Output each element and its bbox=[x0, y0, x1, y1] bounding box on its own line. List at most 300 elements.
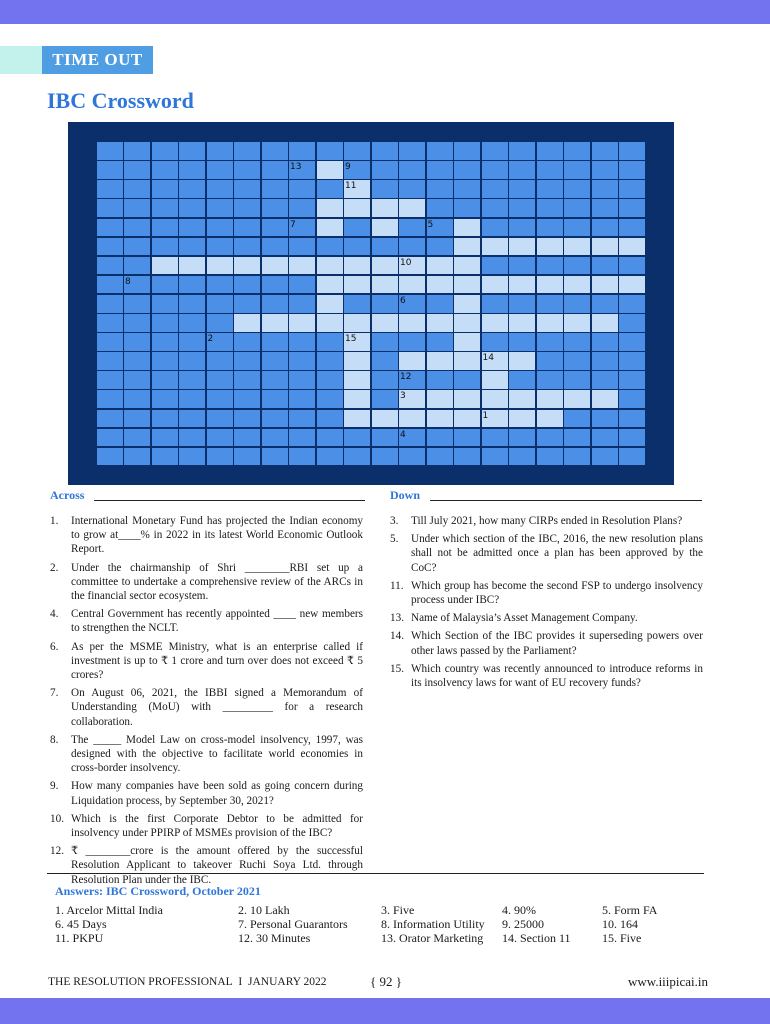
grid-cell bbox=[426, 332, 454, 352]
answer-cell[interactable] bbox=[508, 409, 536, 429]
clue-text: Which group has become the second FSP to undergo insolvency process under IBC? bbox=[411, 579, 703, 607]
across-clue bbox=[50, 514, 363, 557]
grid-cell bbox=[316, 409, 344, 429]
grid-cell bbox=[563, 198, 591, 218]
grid-cell bbox=[481, 218, 509, 238]
answer-cell[interactable] bbox=[371, 256, 399, 276]
answer-cell[interactable] bbox=[426, 275, 454, 295]
grid-cell bbox=[618, 332, 646, 352]
grid-cell bbox=[343, 122, 371, 142]
answer-cell[interactable] bbox=[288, 256, 316, 276]
grid-cell bbox=[68, 160, 96, 180]
grid-cell bbox=[178, 179, 206, 199]
down-clue bbox=[390, 611, 703, 625]
grid-cell bbox=[178, 141, 206, 161]
grid-cell bbox=[68, 141, 96, 161]
grid-cell bbox=[206, 447, 234, 467]
answer-cell[interactable] bbox=[426, 256, 454, 276]
grid-cell bbox=[453, 160, 481, 180]
answers-divider bbox=[47, 873, 704, 874]
page-number: { 92 } bbox=[370, 974, 402, 989]
grid-cell bbox=[646, 141, 674, 161]
grid-cell bbox=[563, 332, 591, 352]
answer-cell[interactable] bbox=[371, 198, 399, 218]
grid-cell bbox=[453, 466, 481, 486]
answer-cell[interactable] bbox=[481, 389, 509, 409]
across-clue bbox=[50, 686, 363, 729]
grid-cell bbox=[646, 370, 674, 390]
down-clue bbox=[390, 629, 703, 657]
grid-cell bbox=[453, 141, 481, 161]
grid-cell bbox=[536, 122, 564, 142]
grid-cell bbox=[123, 428, 151, 448]
grid-cell bbox=[96, 447, 124, 467]
answer-cell[interactable] bbox=[426, 409, 454, 429]
grid-cell bbox=[481, 447, 509, 467]
grid-cell bbox=[646, 351, 674, 371]
grid-cell bbox=[591, 409, 619, 429]
answer-cell[interactable] bbox=[453, 237, 481, 257]
grid-cell bbox=[261, 275, 289, 295]
answer-cell[interactable] bbox=[343, 256, 371, 276]
grid-cell bbox=[508, 294, 536, 314]
grid-cell bbox=[178, 313, 206, 333]
down-clue bbox=[390, 579, 703, 607]
down-clues bbox=[390, 514, 703, 694]
grid-cell bbox=[563, 351, 591, 371]
answer-cell[interactable] bbox=[316, 160, 344, 180]
answer-cell[interactable] bbox=[343, 313, 371, 333]
grid-cell bbox=[481, 160, 509, 180]
answer-cell[interactable] bbox=[426, 313, 454, 333]
answer-cell[interactable] bbox=[618, 237, 646, 257]
clue-text: International Monetary Fund has projected the Indian economy to grow at____% in 2022 in its latest World Economic Outlook Report. bbox=[71, 515, 363, 556]
grid-cell bbox=[233, 141, 261, 161]
answer-item: 2. 10 Lakh bbox=[238, 903, 290, 917]
answer-cell[interactable] bbox=[343, 409, 371, 429]
grid-cell bbox=[591, 179, 619, 199]
answer-cell[interactable] bbox=[591, 237, 619, 257]
clue-number: 15. bbox=[390, 662, 404, 675]
grid-cell bbox=[96, 332, 124, 352]
grid-cell bbox=[261, 409, 289, 429]
answer-cell[interactable] bbox=[536, 275, 564, 295]
answer-cell[interactable] bbox=[206, 256, 234, 276]
answer-cell[interactable] bbox=[398, 313, 426, 333]
grid-cell bbox=[426, 294, 454, 314]
grid-cell bbox=[481, 294, 509, 314]
answer-cell[interactable] bbox=[646, 237, 674, 257]
grid-cell bbox=[398, 447, 426, 467]
grid-cell bbox=[426, 370, 454, 390]
answer-cell[interactable] bbox=[481, 313, 509, 333]
grid-cell bbox=[508, 160, 536, 180]
grid-cell bbox=[233, 218, 261, 238]
answer-cell[interactable] bbox=[563, 237, 591, 257]
clue-text: Till July 2021, how many CIRPs ended in Resolution Plans? bbox=[411, 515, 683, 527]
clue-number-label: 5 bbox=[427, 219, 434, 230]
grid-cell bbox=[591, 141, 619, 161]
grid-cell bbox=[591, 447, 619, 467]
grid-cell bbox=[178, 351, 206, 371]
grid-cell bbox=[536, 294, 564, 314]
grid-cell bbox=[123, 466, 151, 486]
grid-cell bbox=[426, 141, 454, 161]
grid-cell bbox=[536, 332, 564, 352]
grid-cell bbox=[206, 370, 234, 390]
grid-cell bbox=[288, 141, 316, 161]
grid-cell bbox=[398, 160, 426, 180]
grid-cell bbox=[646, 160, 674, 180]
answer-cell[interactable] bbox=[536, 313, 564, 333]
grid-cell bbox=[178, 294, 206, 314]
grid-cell bbox=[206, 179, 234, 199]
grid-cell bbox=[591, 160, 619, 180]
grid-cell bbox=[96, 351, 124, 371]
answer-cell[interactable] bbox=[151, 256, 179, 276]
grid-cell bbox=[206, 351, 234, 371]
grid-cell bbox=[123, 389, 151, 409]
grid-cell bbox=[261, 160, 289, 180]
clue-number: 3. bbox=[390, 515, 399, 527]
footer-separator: I bbox=[238, 976, 243, 988]
answer-item: 13. Orator Marketing bbox=[381, 931, 484, 945]
grid-cell bbox=[618, 389, 646, 409]
grid-cell bbox=[618, 218, 646, 238]
clue-number: 6. bbox=[50, 640, 59, 653]
grid-cell bbox=[371, 389, 399, 409]
grid-cell bbox=[398, 179, 426, 199]
grid-cell bbox=[96, 294, 124, 314]
grid-cell bbox=[508, 218, 536, 238]
answer-cell[interactable] bbox=[536, 409, 564, 429]
clue-number: 14. bbox=[390, 630, 404, 643]
answer-cell[interactable] bbox=[316, 256, 344, 276]
grid-cell bbox=[178, 160, 206, 180]
clue-number: 9. bbox=[50, 780, 59, 793]
grid-cell bbox=[206, 313, 234, 333]
answer-cell[interactable] bbox=[426, 351, 454, 371]
grid-cell bbox=[206, 409, 234, 429]
grid-cell bbox=[536, 428, 564, 448]
grid-cell bbox=[536, 466, 564, 486]
grid-cell bbox=[453, 428, 481, 448]
answer-cell[interactable] bbox=[508, 389, 536, 409]
grid-cell bbox=[288, 389, 316, 409]
answer-cell[interactable] bbox=[288, 313, 316, 333]
down-clue bbox=[390, 662, 703, 690]
answer-cell[interactable] bbox=[618, 275, 646, 295]
grid-cell bbox=[233, 122, 261, 142]
grid-cell bbox=[316, 332, 344, 352]
grid-cell bbox=[453, 122, 481, 142]
answer-cell[interactable] bbox=[398, 351, 426, 371]
grid-cell bbox=[481, 466, 509, 486]
clue-number-label: 4 bbox=[400, 429, 406, 440]
grid-cell bbox=[96, 466, 124, 486]
answer-cell[interactable] bbox=[371, 218, 399, 238]
grid-cell bbox=[151, 160, 179, 180]
grid-cell bbox=[316, 141, 344, 161]
grid-cell bbox=[343, 141, 371, 161]
answer-item: 6. 45 Days bbox=[55, 917, 107, 931]
grid-cell bbox=[123, 218, 151, 238]
answer-cell[interactable] bbox=[233, 313, 261, 333]
answer-cell[interactable] bbox=[563, 389, 591, 409]
grid-cell bbox=[316, 447, 344, 467]
answer-cell[interactable] bbox=[591, 389, 619, 409]
answer-cell[interactable] bbox=[536, 389, 564, 409]
grid-cell bbox=[398, 237, 426, 257]
answer-cell[interactable] bbox=[453, 256, 481, 276]
grid-cell bbox=[233, 466, 261, 486]
across-clue bbox=[50, 844, 363, 887]
grid-cell bbox=[123, 332, 151, 352]
grid-cell bbox=[481, 141, 509, 161]
grid-cell bbox=[96, 389, 124, 409]
website-link[interactable]: www.iiipicai.in bbox=[628, 974, 709, 989]
grid-cell bbox=[398, 332, 426, 352]
grid-cell bbox=[536, 256, 564, 276]
clue-number: 11. bbox=[390, 579, 404, 592]
answer-cell[interactable] bbox=[453, 351, 481, 371]
grid-cell bbox=[151, 409, 179, 429]
grid-cell bbox=[68, 275, 96, 295]
grid-cell bbox=[316, 237, 344, 257]
clue-text: Central Government has recently appointed ____ new members to strengthen the NCLT. bbox=[71, 608, 363, 635]
answer-cell[interactable] bbox=[481, 275, 509, 295]
grid-cell bbox=[646, 294, 674, 314]
grid-cell bbox=[123, 141, 151, 161]
answer-cell[interactable] bbox=[316, 313, 344, 333]
answer-cell[interactable] bbox=[453, 409, 481, 429]
answer-cell[interactable] bbox=[371, 313, 399, 333]
grid-cell bbox=[316, 466, 344, 486]
answer-item: 9. 25000 bbox=[502, 917, 544, 931]
answer-cell[interactable] bbox=[453, 294, 481, 314]
grid-cell bbox=[646, 179, 674, 199]
answer-item: 12. 30 Minutes bbox=[238, 931, 311, 945]
down-rule bbox=[430, 500, 702, 501]
grid-cell bbox=[233, 409, 261, 429]
grid-cell bbox=[68, 179, 96, 199]
answers-column bbox=[55, 903, 163, 945]
grid-cell bbox=[151, 198, 179, 218]
grid-cell bbox=[123, 447, 151, 467]
grid-cell bbox=[206, 389, 234, 409]
grid-cell bbox=[261, 141, 289, 161]
answer-cell[interactable] bbox=[426, 389, 454, 409]
grid-cell bbox=[426, 447, 454, 467]
grid-cell bbox=[288, 466, 316, 486]
answer-cell[interactable] bbox=[316, 218, 344, 238]
grid-cell bbox=[371, 447, 399, 467]
clue-text: Which Section of the IBC provides it superseding powers over other laws passed by the Parliament? bbox=[411, 630, 703, 657]
grid-cell bbox=[123, 198, 151, 218]
answer-cell[interactable] bbox=[261, 313, 289, 333]
grid-cell bbox=[563, 447, 591, 467]
answer-cell[interactable] bbox=[343, 198, 371, 218]
clue-text: ₹ ________crore is the amount offered by the successful Resolution Applicant to takeover Ruchi Soya Ltd. through Resolution Plan under the IBC. bbox=[71, 845, 363, 886]
grid-cell bbox=[96, 160, 124, 180]
grid-cell bbox=[591, 428, 619, 448]
grid-cell bbox=[233, 275, 261, 295]
grid-cell bbox=[371, 179, 399, 199]
grid-cell bbox=[123, 351, 151, 371]
grid-cell bbox=[206, 466, 234, 486]
grid-cell bbox=[261, 122, 289, 142]
answer-cell[interactable] bbox=[316, 198, 344, 218]
clue-text: Name of Malaysia’s Asset Management Company. bbox=[411, 612, 638, 625]
answer-cell[interactable] bbox=[343, 351, 371, 371]
grid-cell bbox=[591, 351, 619, 371]
grid-cell bbox=[151, 466, 179, 486]
answer-cell[interactable] bbox=[536, 237, 564, 257]
grid-cell bbox=[151, 237, 179, 257]
grid-cell bbox=[371, 351, 399, 371]
grid-cell bbox=[646, 218, 674, 238]
answer-cell[interactable] bbox=[453, 218, 481, 238]
grid-cell bbox=[123, 294, 151, 314]
grid-cell bbox=[261, 237, 289, 257]
grid-cell bbox=[151, 275, 179, 295]
answer-cell[interactable] bbox=[508, 275, 536, 295]
grid-cell bbox=[591, 466, 619, 486]
answer-cell[interactable] bbox=[398, 198, 426, 218]
answer-cell[interactable] bbox=[563, 275, 591, 295]
grid-cell bbox=[371, 160, 399, 180]
answer-item: 10. 164 bbox=[602, 917, 638, 931]
answer-cell[interactable] bbox=[646, 275, 674, 295]
grid-cell bbox=[68, 237, 96, 257]
clue-number: 10. bbox=[50, 812, 64, 825]
grid-cell bbox=[288, 351, 316, 371]
grid-cell bbox=[343, 447, 371, 467]
answer-cell[interactable] bbox=[453, 389, 481, 409]
grid-cell bbox=[68, 256, 96, 276]
grid-cell bbox=[618, 409, 646, 429]
answer-cell[interactable] bbox=[343, 370, 371, 390]
answer-cell[interactable] bbox=[591, 275, 619, 295]
grid-cell bbox=[123, 313, 151, 333]
answer-cell[interactable] bbox=[398, 409, 426, 429]
grid-cell bbox=[371, 466, 399, 486]
grid-cell bbox=[563, 294, 591, 314]
grid-cell bbox=[426, 179, 454, 199]
grid-cell bbox=[206, 237, 234, 257]
grid-cell bbox=[261, 466, 289, 486]
grid-cell bbox=[426, 428, 454, 448]
grid-cell bbox=[453, 370, 481, 390]
clue-number: 7. bbox=[50, 687, 59, 700]
grid-cell bbox=[481, 179, 509, 199]
answer-cell[interactable] bbox=[453, 275, 481, 295]
grid-cell bbox=[288, 428, 316, 448]
answer-item: 15. Five bbox=[602, 931, 642, 945]
answer-cell[interactable] bbox=[508, 313, 536, 333]
across-clues bbox=[50, 514, 363, 891]
grid-cell bbox=[618, 313, 646, 333]
grid-cell bbox=[151, 179, 179, 199]
answer-cell[interactable] bbox=[453, 313, 481, 333]
answer-item: 4. 90% bbox=[502, 903, 536, 917]
grid-cell bbox=[508, 141, 536, 161]
down-heading: Down bbox=[390, 488, 421, 502]
grid-cell bbox=[316, 351, 344, 371]
answer-cell[interactable] bbox=[316, 294, 344, 314]
grid-cell bbox=[261, 447, 289, 467]
grid-cell bbox=[68, 466, 96, 486]
grid-cell bbox=[151, 389, 179, 409]
answer-cell[interactable] bbox=[233, 256, 261, 276]
grid-cell bbox=[233, 198, 261, 218]
answer-item: 5. Form FA bbox=[602, 903, 658, 917]
grid-cell bbox=[398, 122, 426, 142]
grid-cell bbox=[96, 313, 124, 333]
grid-cell bbox=[233, 428, 261, 448]
clue-number-label: 12 bbox=[400, 372, 412, 383]
grid-cell bbox=[536, 447, 564, 467]
grid-cell bbox=[591, 198, 619, 218]
answer-cell[interactable] bbox=[261, 256, 289, 276]
answer-cell[interactable] bbox=[591, 313, 619, 333]
grid-cell bbox=[508, 447, 536, 467]
clue-number: 4. bbox=[50, 608, 59, 621]
grid-cell bbox=[68, 447, 96, 467]
grid-cell bbox=[563, 370, 591, 390]
grid-cell bbox=[261, 389, 289, 409]
answer-cell[interactable] bbox=[371, 275, 399, 295]
answer-cell[interactable] bbox=[343, 389, 371, 409]
grid-cell bbox=[343, 294, 371, 314]
grid-cell bbox=[563, 160, 591, 180]
grid-cell bbox=[178, 447, 206, 467]
grid-cell bbox=[398, 466, 426, 486]
grid-cell bbox=[536, 218, 564, 238]
answer-cell[interactable] bbox=[343, 275, 371, 295]
grid-cell bbox=[481, 198, 509, 218]
grid-cell bbox=[481, 256, 509, 276]
grid-cell bbox=[68, 198, 96, 218]
answer-cell[interactable] bbox=[508, 237, 536, 257]
grid-cell bbox=[233, 179, 261, 199]
grid-cell bbox=[426, 160, 454, 180]
answer-cell[interactable] bbox=[563, 313, 591, 333]
grid-cell bbox=[151, 351, 179, 371]
clue-number-label: 9 bbox=[345, 162, 351, 173]
grid-cell bbox=[233, 294, 261, 314]
grid-cell bbox=[261, 351, 289, 371]
answer-cell[interactable] bbox=[316, 275, 344, 295]
grid-cell bbox=[536, 370, 564, 390]
clue-number: 1. bbox=[50, 515, 59, 527]
answer-cell[interactable] bbox=[371, 409, 399, 429]
clue-number-label: 1 bbox=[482, 410, 489, 421]
grid-cell bbox=[178, 122, 206, 142]
answer-cell[interactable] bbox=[178, 256, 206, 276]
answer-cell[interactable] bbox=[481, 370, 509, 390]
answer-cell[interactable] bbox=[508, 351, 536, 371]
down-clue bbox=[390, 532, 703, 575]
grid-cell bbox=[288, 198, 316, 218]
answer-cell[interactable] bbox=[398, 275, 426, 295]
clue-number-label: 8 bbox=[125, 276, 131, 287]
grid-cell bbox=[178, 409, 206, 429]
answer-cell[interactable] bbox=[453, 332, 481, 352]
answer-cell[interactable] bbox=[481, 237, 509, 257]
grid-cell bbox=[288, 179, 316, 199]
grid-cell bbox=[151, 313, 179, 333]
